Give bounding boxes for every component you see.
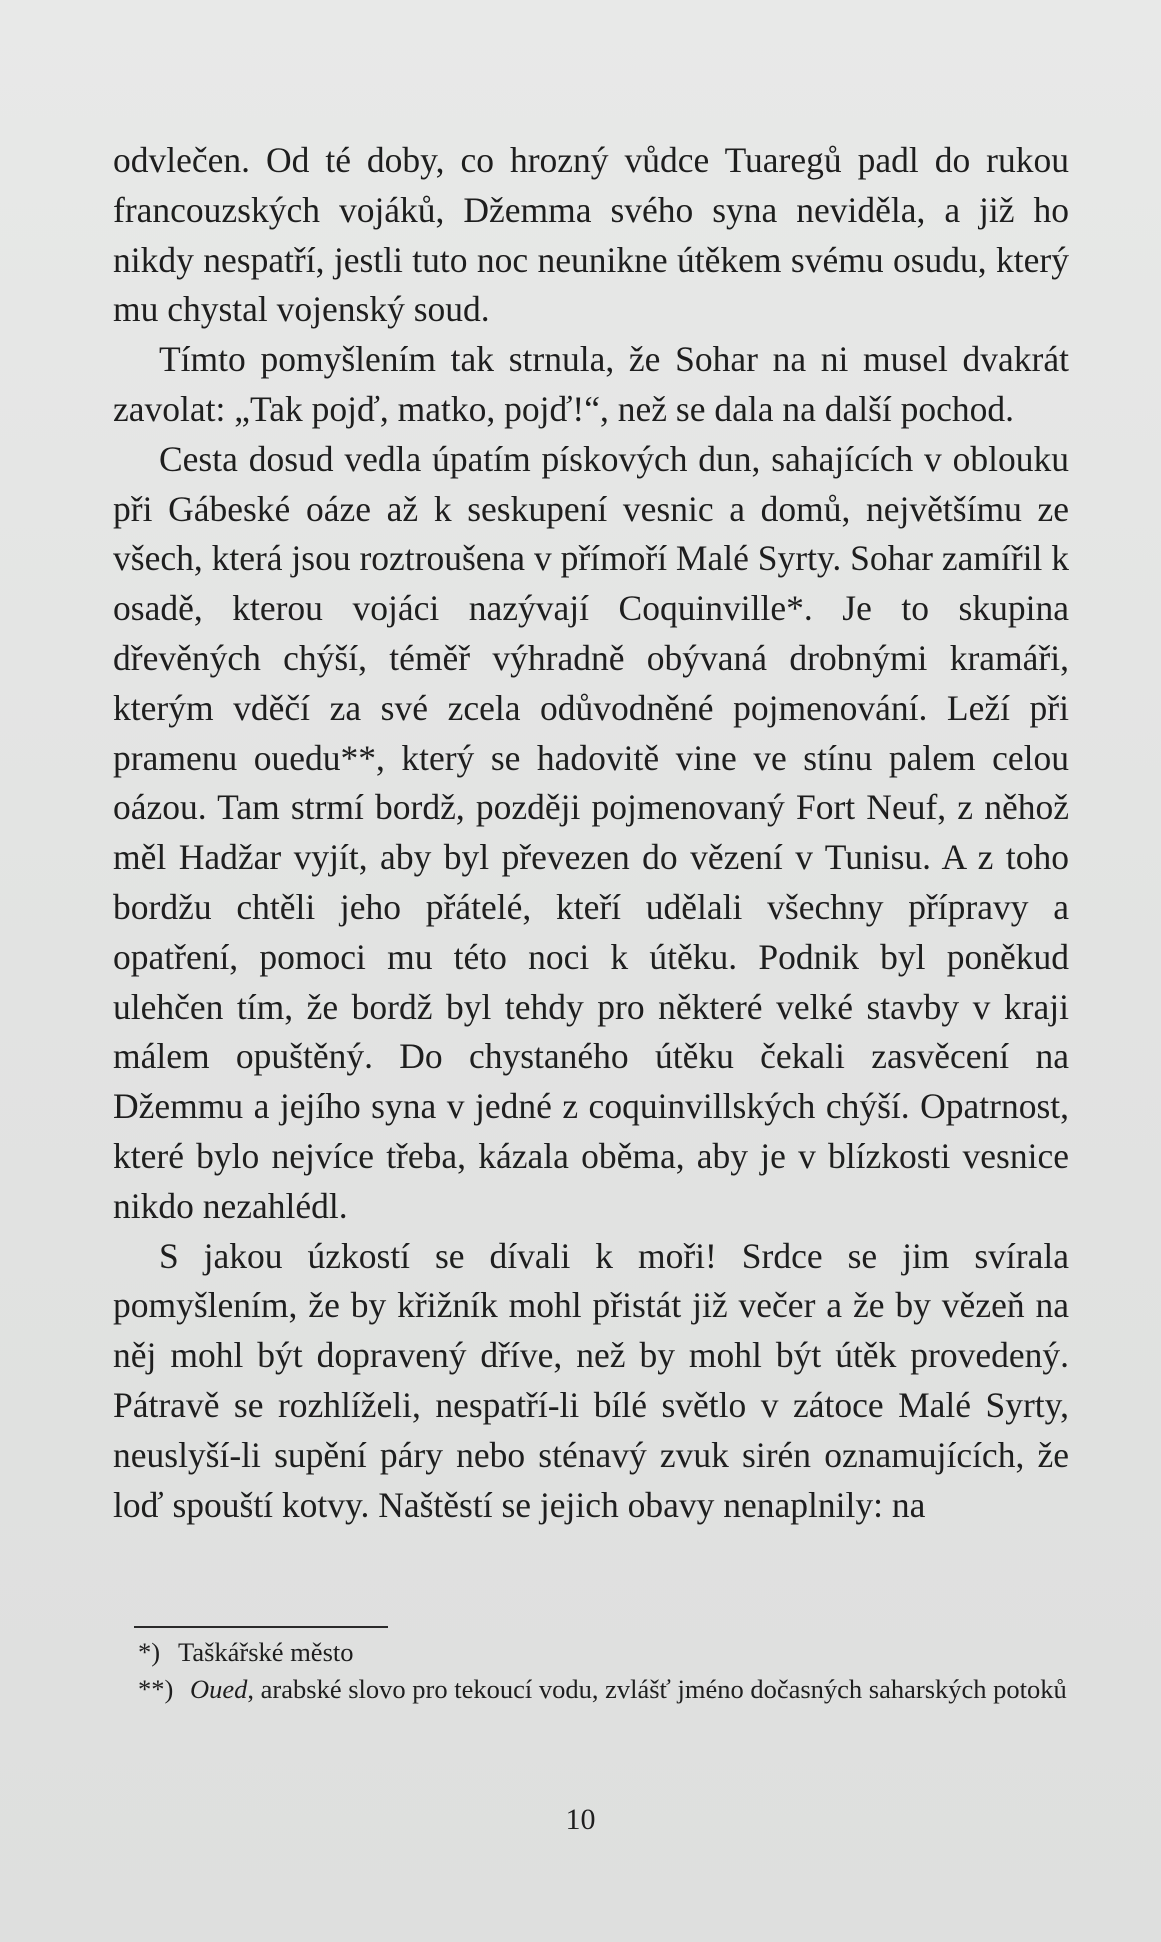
page-number: 10 [565,1803,596,1836]
footnote-2 [138,1671,1070,1708]
footnote-2-body [190,1671,1070,1708]
paragraph-4: S jakou úzkostí se dívali k moři! Srdce se jim svírala pomyšlením, že by křižník mohl přistát již večer a že by vězeň na něj mohl být dopravený dříve, než by mohl být útěk provedený. Pátravě se rozhlíželi, nespatří-li bílé světlo v zátoce Malé Syrty, neuslyší-li supění páry nebo sténavý zvuk sirén oznamujících, že loď spouští kotvy. Naštěstí se jejich obavy nenaplnily: na [113,1235,1069,1525]
footnote-divider [134,1626,388,1628]
paragraph-2: Tímto pomyšlením tak strnula, že Sohar na ni musel dvakrát zavolat: „Tak pojď, matko, pojď!“, než se dala na další pochod. [113,339,1069,429]
footnote-2-term: Oued [190,1674,248,1704]
footnote-2-mark: **) [138,1674,174,1704]
footnote-1-mark: *) [138,1637,161,1667]
footnote-2-text: , arabské slovo pro tekoucí vodu, zvlášť jméno dočasných saharských potoků [247,1674,1067,1704]
footnotes [138,1634,1070,1708]
paragraph-1: odvlečen. Od té doby, co hrozný vůdce Tuaregů padl do rukou francouzských vojáků, Džemma svého syna neviděla, a již ho nikdy nespatří, jestli tuto noc neunikne útěkem svému osudu, který mu chystal vojenský soud. [113,140,1069,330]
footnote-1 [138,1634,1070,1671]
main-text [113,136,1069,1530]
paragraph-3: Cesta dosud vedla úpatím pískových dun, sahajících v oblouku při Gábeské oáze až k seskupení vesnic a domů, největšímu ze všech, která jsou roztroušena v přímoří Malé Syrty. Sohar zamířil k osadě, kterou vojáci nazývají Coquinville*. Je to skupina dřevěných chýší, téměř výhradně obývaná drobnými kramáři, kterým vděčí za své zcela odůvodněné pojmenování. Leží při pramenu ouedu**, který se hadovitě vine ve stínu palem celou oázou. Tam strmí bordž, později pojmenovaný Fort Neuf, z něhož měl Hadžar vyjít, aby byl převezen do vězení v Tunisu. A z toho bordžu chtěli jeho přátelé, kteří udělali všechny přípravy a opatření, pomoci mu této noci k útěku. Podnik byl poněkud ulehčen tím, že bordž byl tehdy pro některé velké stavby v kraji málem opuštěný. Do chystaného útěku čekali zasvěcení na Džemmu a jejího syna v jedné z coquinvillských chýší. Opatrnost, které bylo nejvíce třeba, kázala oběma, aby je v blízkosti vesnice nikdo nezahlédl. [113,438,1069,1226]
footnote-1-text: Taškářské město [178,1637,354,1667]
